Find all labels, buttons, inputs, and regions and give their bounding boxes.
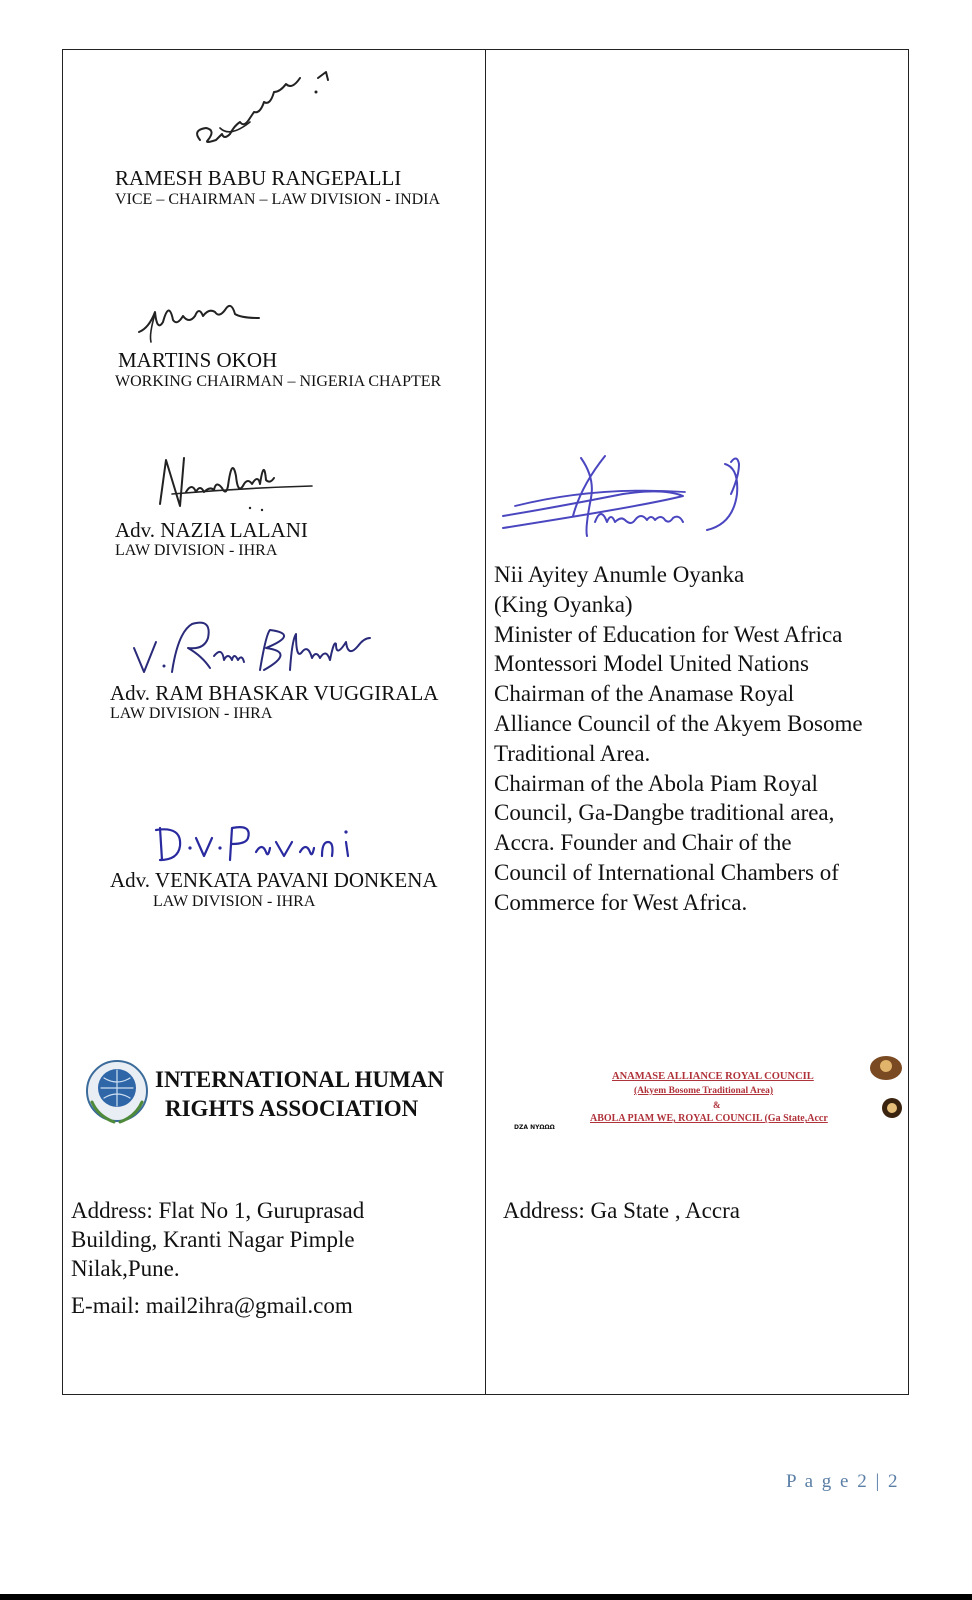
- detail-line: Commerce for West Africa.: [494, 889, 748, 915]
- ihra-address-line: Building, Kranti Nagar Pimple: [71, 1227, 355, 1252]
- detail-line: Nii Ayitey Anumle Oyanka: [494, 562, 745, 587]
- detail-line: Alliance Council of the Akyem Bosome: [494, 710, 863, 736]
- signatory-title: VICE – CHAIRMAN – LAW DIVISION - INDIA: [115, 191, 441, 208]
- signatory-title: LAW DIVISION - IHRA: [110, 705, 273, 722]
- detail-line: Minister of Education for West Africa: [494, 621, 843, 647]
- signatory-name: Adv. VENKATA PAVANI DONKENA: [110, 868, 438, 892]
- detail-line: Council of International Chambers of: [494, 859, 839, 885]
- royal-emblem-icon: [858, 1052, 908, 1130]
- council-address: Address: Ga State , Accra: [503, 1198, 740, 1223]
- signature-okoh: [135, 302, 265, 347]
- logo-caption: DZA ΝΥΩΩΩ: [514, 1124, 555, 1131]
- ihra-name-line1: INTERNATIONAL HUMAN: [155, 1067, 445, 1092]
- detail-line: (King Oyanka): [494, 591, 633, 617]
- signatory-name: Adv. RAM BHASKAR VUGGIRALA: [110, 681, 439, 705]
- ihra-address-line: Nilak,Pune.: [71, 1256, 180, 1281]
- signature-pavani: [150, 822, 360, 864]
- detail-line: Accra. Founder and Chair of the: [494, 830, 792, 856]
- signatory-name: RAMESH BABU RANGEPALLI: [115, 166, 402, 190]
- signature-oyanka: [495, 452, 750, 542]
- council-line: ANAMASE ALLIANCE ROYAL COUNCIL: [612, 1071, 814, 1082]
- detail-line: Chairman of the Abola Piam Royal: [494, 770, 818, 796]
- ihra-logo-icon: [84, 1058, 150, 1126]
- ihra-name-line2: RIGHTS ASSOCIATION: [165, 1096, 419, 1121]
- detail-line: Chairman of the Anamase Royal: [494, 681, 795, 707]
- signatory-title: LAW DIVISION - IHRA: [153, 893, 316, 910]
- council-line: &: [713, 1100, 721, 1110]
- ihra-email: E-mail: mail2ihra@gmail.com: [71, 1293, 353, 1318]
- finger-logo-icon: [523, 1058, 557, 1124]
- page-number: P a g e 2 | 2: [786, 1471, 900, 1492]
- signature-ramesh: [190, 70, 340, 160]
- council-line: ABOLA PIAM WE, ROYAL COUNCIL (Ga State,Accr: [590, 1113, 828, 1124]
- signature-bhaskar: [128, 612, 398, 676]
- column-divider: [485, 49, 486, 1395]
- detail-line: Montessori Model United Nations: [494, 651, 809, 677]
- bottom-edge: [0, 1594, 972, 1600]
- signatory-name: Adv. NAZIA LALANI: [115, 518, 308, 542]
- signatory-title: LAW DIVISION - IHRA: [115, 542, 278, 559]
- council-line: (Akyem Bosome Traditional Area): [634, 1086, 774, 1096]
- signatory-name: MARTINS OKOH: [118, 348, 278, 372]
- signatory-title: WORKING CHAIRMAN – NIGERIA CHAPTER: [115, 373, 442, 390]
- detail-line: Council, Ga-Dangbe traditional area,: [494, 800, 835, 826]
- ihra-address-line: Address: Flat No 1, Guruprasad: [71, 1198, 365, 1223]
- oyanka-details: [494, 560, 904, 918]
- detail-line: Traditional Area.: [494, 740, 651, 766]
- signature-lalani: [152, 448, 322, 518]
